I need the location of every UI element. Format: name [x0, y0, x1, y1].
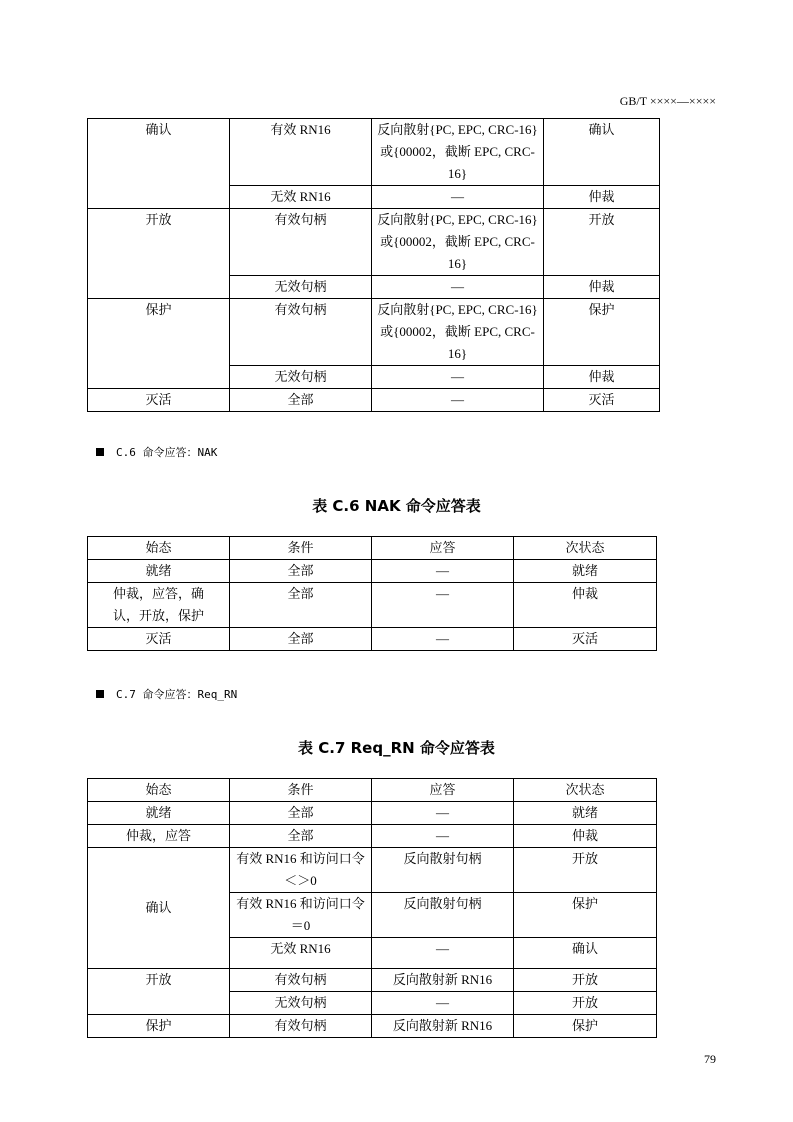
state-cell: 确认 [88, 119, 230, 209]
table-header-row [88, 779, 657, 802]
table-row [88, 119, 660, 186]
response-cell: 反向散射新 RN16 [372, 969, 514, 992]
state-cell: 就绪 [88, 560, 230, 583]
state-cell: 灭活 [88, 628, 230, 651]
state-cell: 仲裁，应答 [88, 825, 230, 848]
table-header-row [88, 537, 657, 560]
condition-cell: 全部 [230, 802, 372, 825]
section-heading-c7: C.7 命令应答：Req_RN [96, 686, 237, 702]
state-cell: 保护 [88, 1015, 230, 1038]
table-row [88, 628, 657, 651]
next-state-cell: 就绪 [514, 560, 657, 583]
condition-cell: 无效句柄 [230, 366, 372, 389]
next-state-cell: 开放 [544, 209, 660, 276]
square-bullet-icon [96, 448, 104, 456]
response-cell: — [372, 366, 544, 389]
condition-cell: 无效 RN16 [230, 186, 372, 209]
condition-cell: 全部 [230, 825, 372, 848]
response-cell: — [372, 186, 544, 209]
next-state-cell: 灭活 [544, 389, 660, 412]
table-row [88, 848, 657, 893]
next-state-cell: 仲裁 [514, 825, 657, 848]
next-state-cell: 就绪 [514, 802, 657, 825]
table-row [88, 969, 657, 992]
next-state-cell: 开放 [514, 969, 657, 992]
state-cell: 就绪 [88, 802, 230, 825]
response-cell: 反向散射句柄 [372, 893, 514, 938]
next-state-cell: 保护 [514, 1015, 657, 1038]
header-cell: 条件 [230, 537, 372, 560]
state-cell: 灭活 [88, 389, 230, 412]
next-state-cell: 保护 [544, 299, 660, 366]
page-number: 79 [704, 1052, 716, 1066]
response-cell: — [372, 802, 514, 825]
response-cell: — [372, 938, 514, 969]
response-cell: — [372, 389, 544, 412]
condition-cell: 无效句柄 [230, 992, 372, 1015]
response-cell: — [372, 825, 514, 848]
square-bullet-icon [96, 690, 104, 698]
condition-cell: 全部 [230, 628, 372, 651]
section-heading-c6: C.6 命令应答：NAK [96, 444, 217, 460]
condition-cell: 有效 RN16 [230, 119, 372, 186]
condition-cell: 全部 [230, 560, 372, 583]
next-state-cell: 仲裁 [544, 276, 660, 299]
condition-cell: 有效 RN16 和访问口令＝0 [230, 893, 372, 938]
header-cell: 应答 [372, 537, 514, 560]
table-caption-c6: 表 C.6 NAK 命令应答表 [312, 497, 481, 515]
condition-cell: 全部 [230, 583, 372, 628]
state-cell: 仲裁，应答，确认，开放，保护 [88, 583, 230, 628]
next-state-cell: 确认 [514, 938, 657, 969]
response-cell: — [372, 628, 514, 651]
response-cell: — [372, 992, 514, 1015]
next-state-cell: 仲裁 [514, 583, 657, 628]
header-cell: 条件 [230, 779, 372, 802]
state-cell: 开放 [88, 209, 230, 299]
response-cell: 反向散射{PC, EPC, CRC-16}或{00002，截断 EPC, CRC-16} [372, 299, 544, 366]
table-row [88, 802, 657, 825]
header-cell: 次状态 [514, 779, 657, 802]
next-state-cell: 开放 [514, 848, 657, 893]
response-cell: — [372, 583, 514, 628]
next-state-cell: 仲裁 [544, 366, 660, 389]
condition-cell: 有效句柄 [230, 1015, 372, 1038]
header-cell: 始态 [88, 537, 230, 560]
next-state-cell: 开放 [514, 992, 657, 1015]
condition-cell: 有效句柄 [230, 969, 372, 992]
table-row [88, 209, 660, 276]
req-rn-response-table [87, 778, 657, 1038]
table-row [88, 1015, 657, 1038]
response-cell: — [372, 560, 514, 583]
table-row [88, 825, 657, 848]
header-cell: 次状态 [514, 537, 657, 560]
condition-cell: 全部 [230, 389, 372, 412]
next-state-cell: 灭活 [514, 628, 657, 651]
state-cell: 保护 [88, 299, 230, 389]
standard-code-header: GB/T ××××—×××× [619, 94, 716, 108]
condition-cell: 有效句柄 [230, 299, 372, 366]
table-row [88, 299, 660, 366]
table-row [88, 583, 657, 628]
next-state-cell: 确认 [544, 119, 660, 186]
header-cell: 始态 [88, 779, 230, 802]
response-cell: 反向散射新 RN16 [372, 1015, 514, 1038]
condition-cell: 无效 RN16 [230, 938, 372, 969]
response-cell: — [372, 276, 544, 299]
continued-response-table [87, 118, 660, 412]
nak-response-table [87, 536, 657, 651]
response-cell: 反向散射{PC, EPC, CRC-16}或{00002，截断 EPC, CRC-16} [372, 119, 544, 186]
table-row [88, 560, 657, 583]
response-cell: 反向散射{PC, EPC, CRC-16}或{00002，截断 EPC, CRC-16} [372, 209, 544, 276]
next-state-cell: 仲裁 [544, 186, 660, 209]
condition-cell: 有效句柄 [230, 209, 372, 276]
table-row [88, 389, 660, 412]
condition-cell: 无效句柄 [230, 276, 372, 299]
condition-cell: 有效 RN16 和访问口令＜＞0 [230, 848, 372, 893]
response-cell: 反向散射句柄 [372, 848, 514, 893]
next-state-cell: 保护 [514, 893, 657, 938]
header-cell: 应答 [372, 779, 514, 802]
state-cell: 确认 [88, 848, 230, 969]
table-caption-c7: 表 C.7 Req_RN 命令应答表 [298, 739, 495, 757]
state-cell: 开放 [88, 969, 230, 1015]
